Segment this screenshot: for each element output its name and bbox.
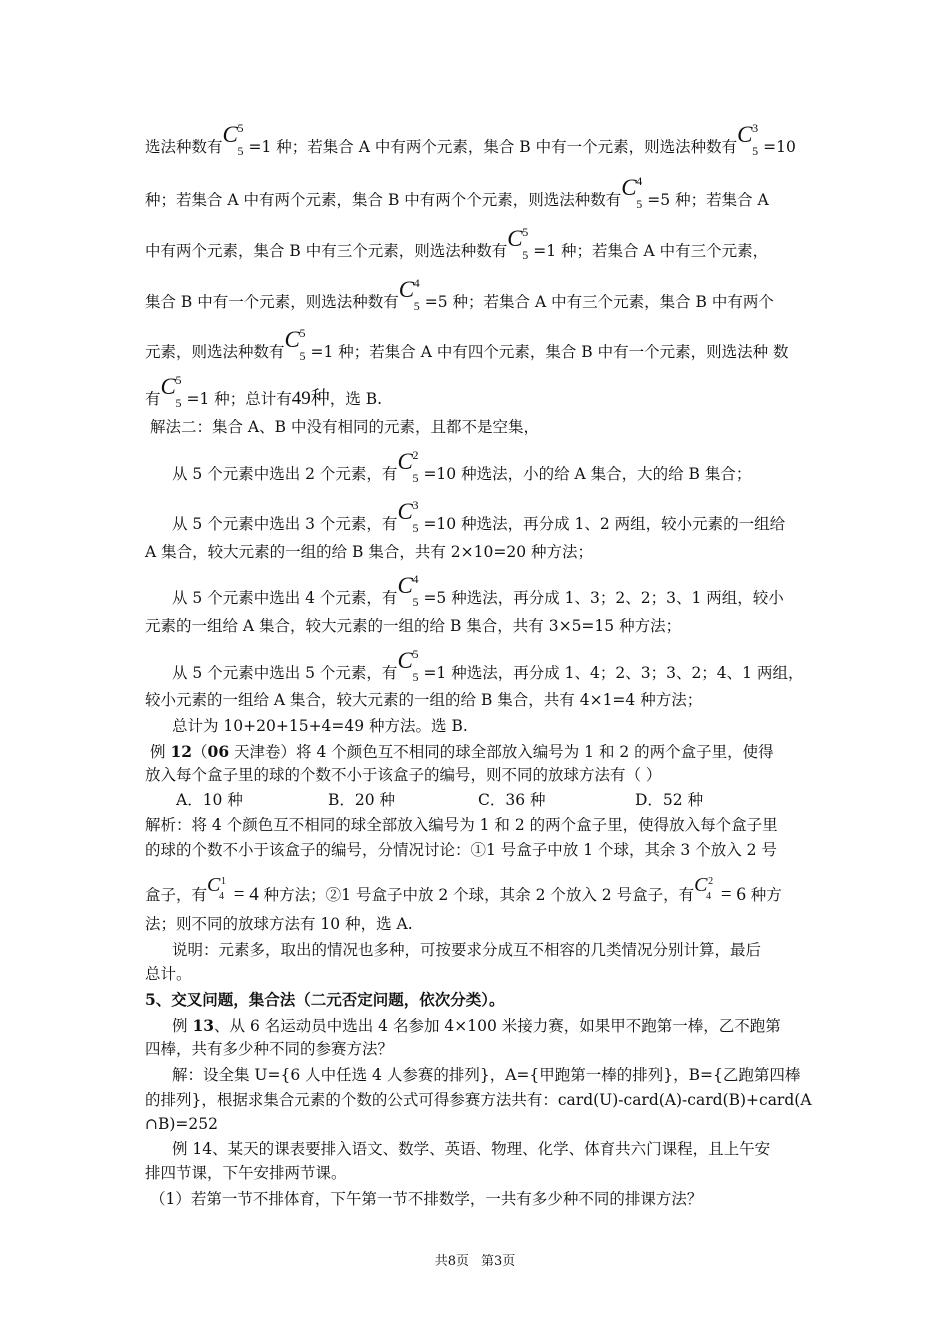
text: =10 种选法，再分成 1、2 两组，较小元素的一组给 — [423, 515, 786, 533]
text: 种；若集合 A 中有两个元素，集合 B 中有两个个元素，则选法种数有 — [145, 191, 622, 209]
text: 从 5 个元素中选出 4 个元素，有 — [172, 589, 398, 607]
page-count: 共8页 — [434, 1254, 469, 1269]
option-c: C．36 种 — [478, 791, 546, 809]
text: =10 种选法，小的给 A 集合，大的给 B 集合； — [423, 465, 752, 483]
page-number: 第3页 — [481, 1254, 516, 1269]
combination-symbol: C 3 5 — [737, 121, 759, 158]
text-line: 的排列}，根据求集合元素的个数的公式可得参赛方法共有：card(U)-card(A)-card(B)+card(A — [145, 1091, 812, 1109]
method-two-heading: 解法二：集合 A、B 中没有相同的元素，且都不是空集， — [150, 418, 539, 436]
example-13-title: 例 13、从 6 名运动员中选出 4 名参加 4×100 米接力赛，如果甲不跑第一棒，乙不跑第 — [172, 1016, 781, 1035]
text-line — [145, 874, 782, 905]
text-line — [145, 121, 796, 158]
text-line — [145, 276, 774, 313]
text-line: 四棒，共有多少种不同的参赛方法？ — [145, 1040, 394, 1058]
text-line — [145, 225, 769, 262]
combination-symbol: C 5 5 — [160, 373, 182, 410]
text: =10 — [763, 138, 796, 156]
text: 种方法；②1 号盒子中放 2 个球，其余 2 个放入 2 号盒子，有 — [258, 886, 695, 904]
text: 中有两个元素，集合 B 中有三个元素，则选法种数有 — [145, 242, 508, 260]
page-footer — [0, 1250, 950, 1269]
text: 49种 — [291, 388, 330, 409]
option-d: D．52 种 — [635, 791, 704, 809]
text-line — [172, 448, 752, 485]
total-line: 总计为 10+20+15+4=49 种方法。选 B. — [172, 717, 468, 735]
text-line: ∩B)=252 — [145, 1115, 218, 1133]
text: 选法种数有 — [145, 138, 223, 156]
text-line: 的球的个数不小于该盒子的编号，分情况讨论：①1 号盒子中放 1 个球，其余 3 个放入 2 号 — [145, 841, 777, 859]
example-12-title: 例 12（06 天津卷）将 4 个颜色互不相同的球全部放入编号为 1 和 2 的两个盒子里，使得 — [150, 742, 774, 761]
text: 元素，则选法种数有 — [145, 343, 285, 361]
text: 从 5 个元素中选出 2 个元素，有 — [172, 465, 398, 483]
text-line: 说明：元素多，取出的情况也多种，可按要求分成互不相容的几类情况分别计算，最后 — [172, 941, 762, 959]
text-line: 较小元素的一组给 A 集合，较大元素的一组的给 B 集合，共有 4×1=4 种方法； — [145, 691, 703, 709]
text: =1 种；若集合 A 中有三个元素， — [533, 242, 769, 260]
combination-symbol: C 1 4 — [207, 874, 227, 902]
text-line: 总计。 — [145, 965, 192, 983]
combination-symbol: C 4 5 — [621, 174, 643, 211]
text: =1 种；总计有 — [186, 390, 292, 408]
text-line — [172, 498, 786, 535]
text-line: 解：设全集 U={6 人中任选 4 人参赛的排列}，A={甲跑第一棒的排列}，B={乙跑第四棒 — [172, 1066, 801, 1084]
text: 种方 — [745, 886, 782, 904]
combination-symbol: C 4 5 — [398, 276, 420, 313]
text-line: 法；则不同的放球方法有 10 种，选 A. — [145, 915, 413, 933]
combination-symbol: C 4 5 — [397, 572, 419, 609]
question-1: （1）若第一节不排体育，下午第一节不排数学，一共有多少种不同的排课方法？ — [150, 1190, 703, 1208]
option-a: A．10 种 — [176, 791, 243, 809]
combination-symbol: C 5 5 — [222, 121, 244, 158]
text: =5 种选法，再分成 1、3；2、2；3、1 两组，较小 — [423, 589, 784, 607]
text-line: A 集合，较大元素的一组的给 B 集合，共有 2×10=20 种方法； — [145, 543, 594, 561]
section-5-heading: 5、交叉问题，集合法（二元否定问题，依次分类）。 — [145, 990, 505, 1009]
text: 从 5 个元素中选出 5 个元素，有 — [172, 664, 398, 682]
text-line: 元素的一组给 A 集合，较大元素的一组的给 B 集合，共有 3×5=15 种方法； — [145, 617, 682, 635]
text: 从 5 个元素中选出 3 个元素，有 — [172, 515, 398, 533]
text-line: 解析：将 4 个颜色互不相同的球全部放入编号为 1 和 2 的两个盒子里，使得放入每个盒子里 — [145, 816, 778, 834]
combination-symbol: C 2 4 — [694, 874, 714, 902]
text: = 4 — [229, 884, 259, 905]
combination-symbol: C 5 5 — [397, 647, 419, 684]
combination-symbol: C 2 5 — [397, 448, 419, 485]
text: =5 种；若集合 A 中有三个元素，集合 B 中有两个 — [424, 293, 774, 311]
text: 盒子，有 — [145, 886, 208, 904]
example-14-title: 例 14、某天的课表要排入语文、数学、英语、物理、化学、体育共六门课程，且上午安 — [172, 1140, 771, 1158]
text: ，选 B. — [329, 390, 383, 408]
text: 有 — [145, 390, 161, 408]
option-b: B．20 种 — [328, 791, 396, 809]
text: =5 种；若集合 A — [647, 191, 769, 209]
text-line — [145, 373, 383, 410]
text-line — [172, 572, 784, 609]
text: = 6 — [716, 884, 746, 905]
combination-symbol: C 3 5 — [397, 498, 419, 535]
text: =1 种；若集合 A 中有四个元素，集合 B 中有一个元素，则选法种 数 — [310, 343, 789, 361]
text: =1 种；若集合 A 中有两个元素，集合 B 中有一个元素，则选法种数有 — [248, 138, 738, 156]
text-line: 放入每个盒子里的球的个数不小于该盒子的编号，则不同的放球方法有（ ） — [145, 766, 662, 784]
text-line — [172, 647, 804, 684]
combination-symbol: C 5 5 — [507, 225, 529, 262]
text: =1 种选法，再分成 1、4；2、3；3、2；4、1 两组， — [423, 664, 804, 682]
text: 集合 B 中有一个元素，则选法种数有 — [145, 293, 399, 311]
text-line: 排四节课，下午安排两节课。 — [145, 1164, 347, 1182]
text-line — [145, 174, 769, 211]
text-line — [145, 326, 789, 363]
combination-symbol: C 5 5 — [284, 326, 306, 363]
